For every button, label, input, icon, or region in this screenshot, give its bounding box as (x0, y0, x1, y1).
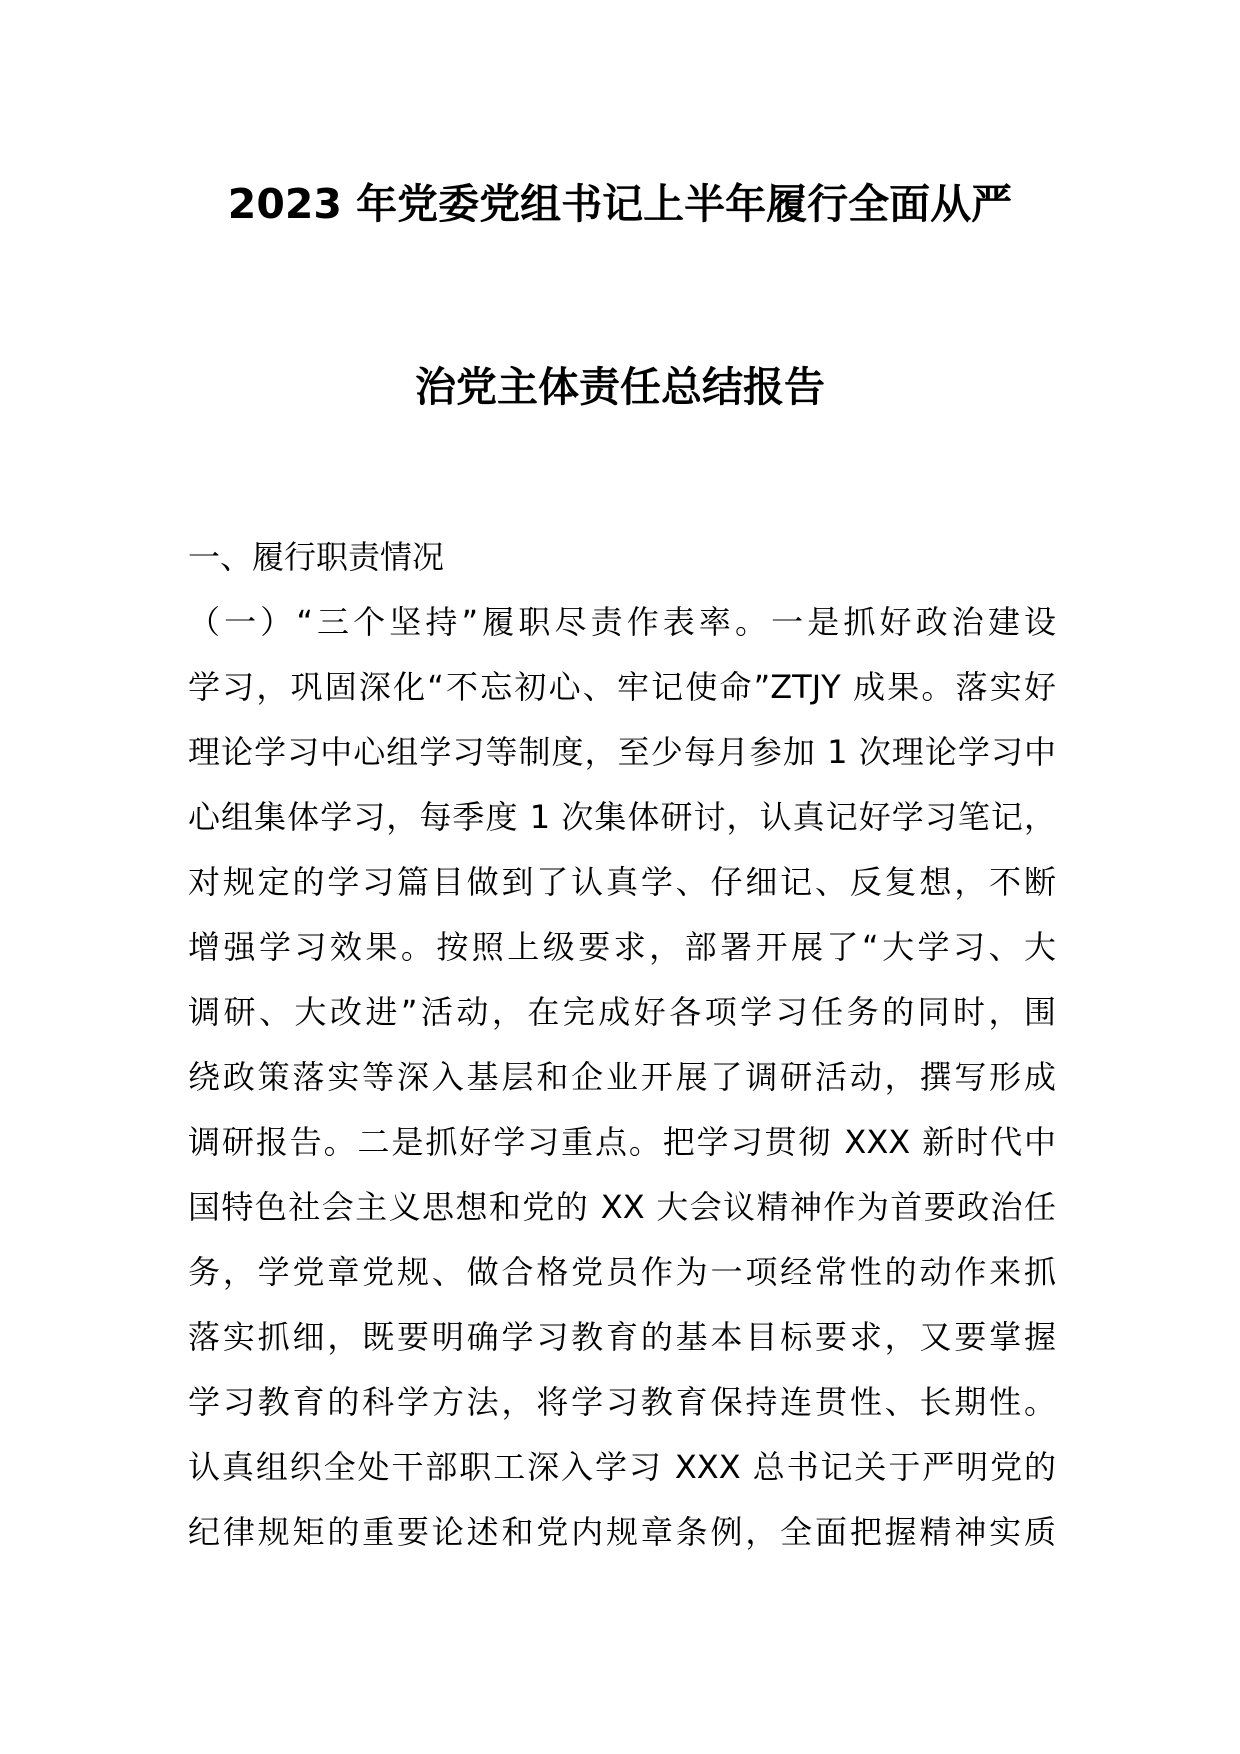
paragraph-line: 心组集体学习，每季度 1 次集体研讨，认真记好学习笔记， (188, 798, 1056, 836)
paragraph-line: 落实抓细，既要明确学习教育的基本目标要求，又要掌握 (188, 1318, 1056, 1356)
paragraph-line: 学习教育的科学方法，将学习教育保持连贯性、长期性。 (188, 1383, 1056, 1421)
document-title-line-1: 2023 年党委党组书记上半年履行全面从严 (227, 180, 1013, 228)
paragraph-line: （一）“三个坚持”履职尽责作表率。一是抓好政治建设 (188, 603, 1056, 641)
section-heading: 一、履行职责情况 (188, 538, 445, 576)
paragraph-line: 调研报告。二是抓好学习重点。把学习贯彻 XXX 新时代中 (188, 1123, 1056, 1161)
paragraph-line: 国特色社会主义思想和党的 XX 大会议精神作为首要政治任 (188, 1188, 1056, 1226)
paragraph-line: 绕政策落实等深入基层和企业开展了调研活动，撰写形成 (188, 1058, 1056, 1096)
paragraph-line: 学习，巩固深化“不忘初心、牢记使命”ZTJY 成果。落实好 (188, 668, 1056, 706)
paragraph-line: 理论学习中心组学习等制度，至少每月参加 1 次理论学习中 (188, 733, 1056, 771)
document-title-line-2: 治党主体责任总结报告 (415, 363, 825, 411)
paragraph-line: 增强学习效果。按照上级要求，部署开展了“大学习、大 (188, 928, 1056, 966)
paragraph-line: 调研、大改进”活动，在完成好各项学习任务的同时，围 (188, 993, 1056, 1031)
paragraph-line: 认真组织全处干部职工深入学习 XXX 总书记关于严明党的 (188, 1448, 1056, 1486)
paragraph-line: 对规定的学习篇目做到了认真学、仔细记、反复想，不断 (188, 863, 1056, 901)
paragraph-line: 务，学党章党规、做合格党员作为一项经常性的动作来抓 (188, 1253, 1056, 1291)
paragraph-line: 纪律规矩的重要论述和党内规章条例，全面把握精神实质 (188, 1513, 1056, 1551)
